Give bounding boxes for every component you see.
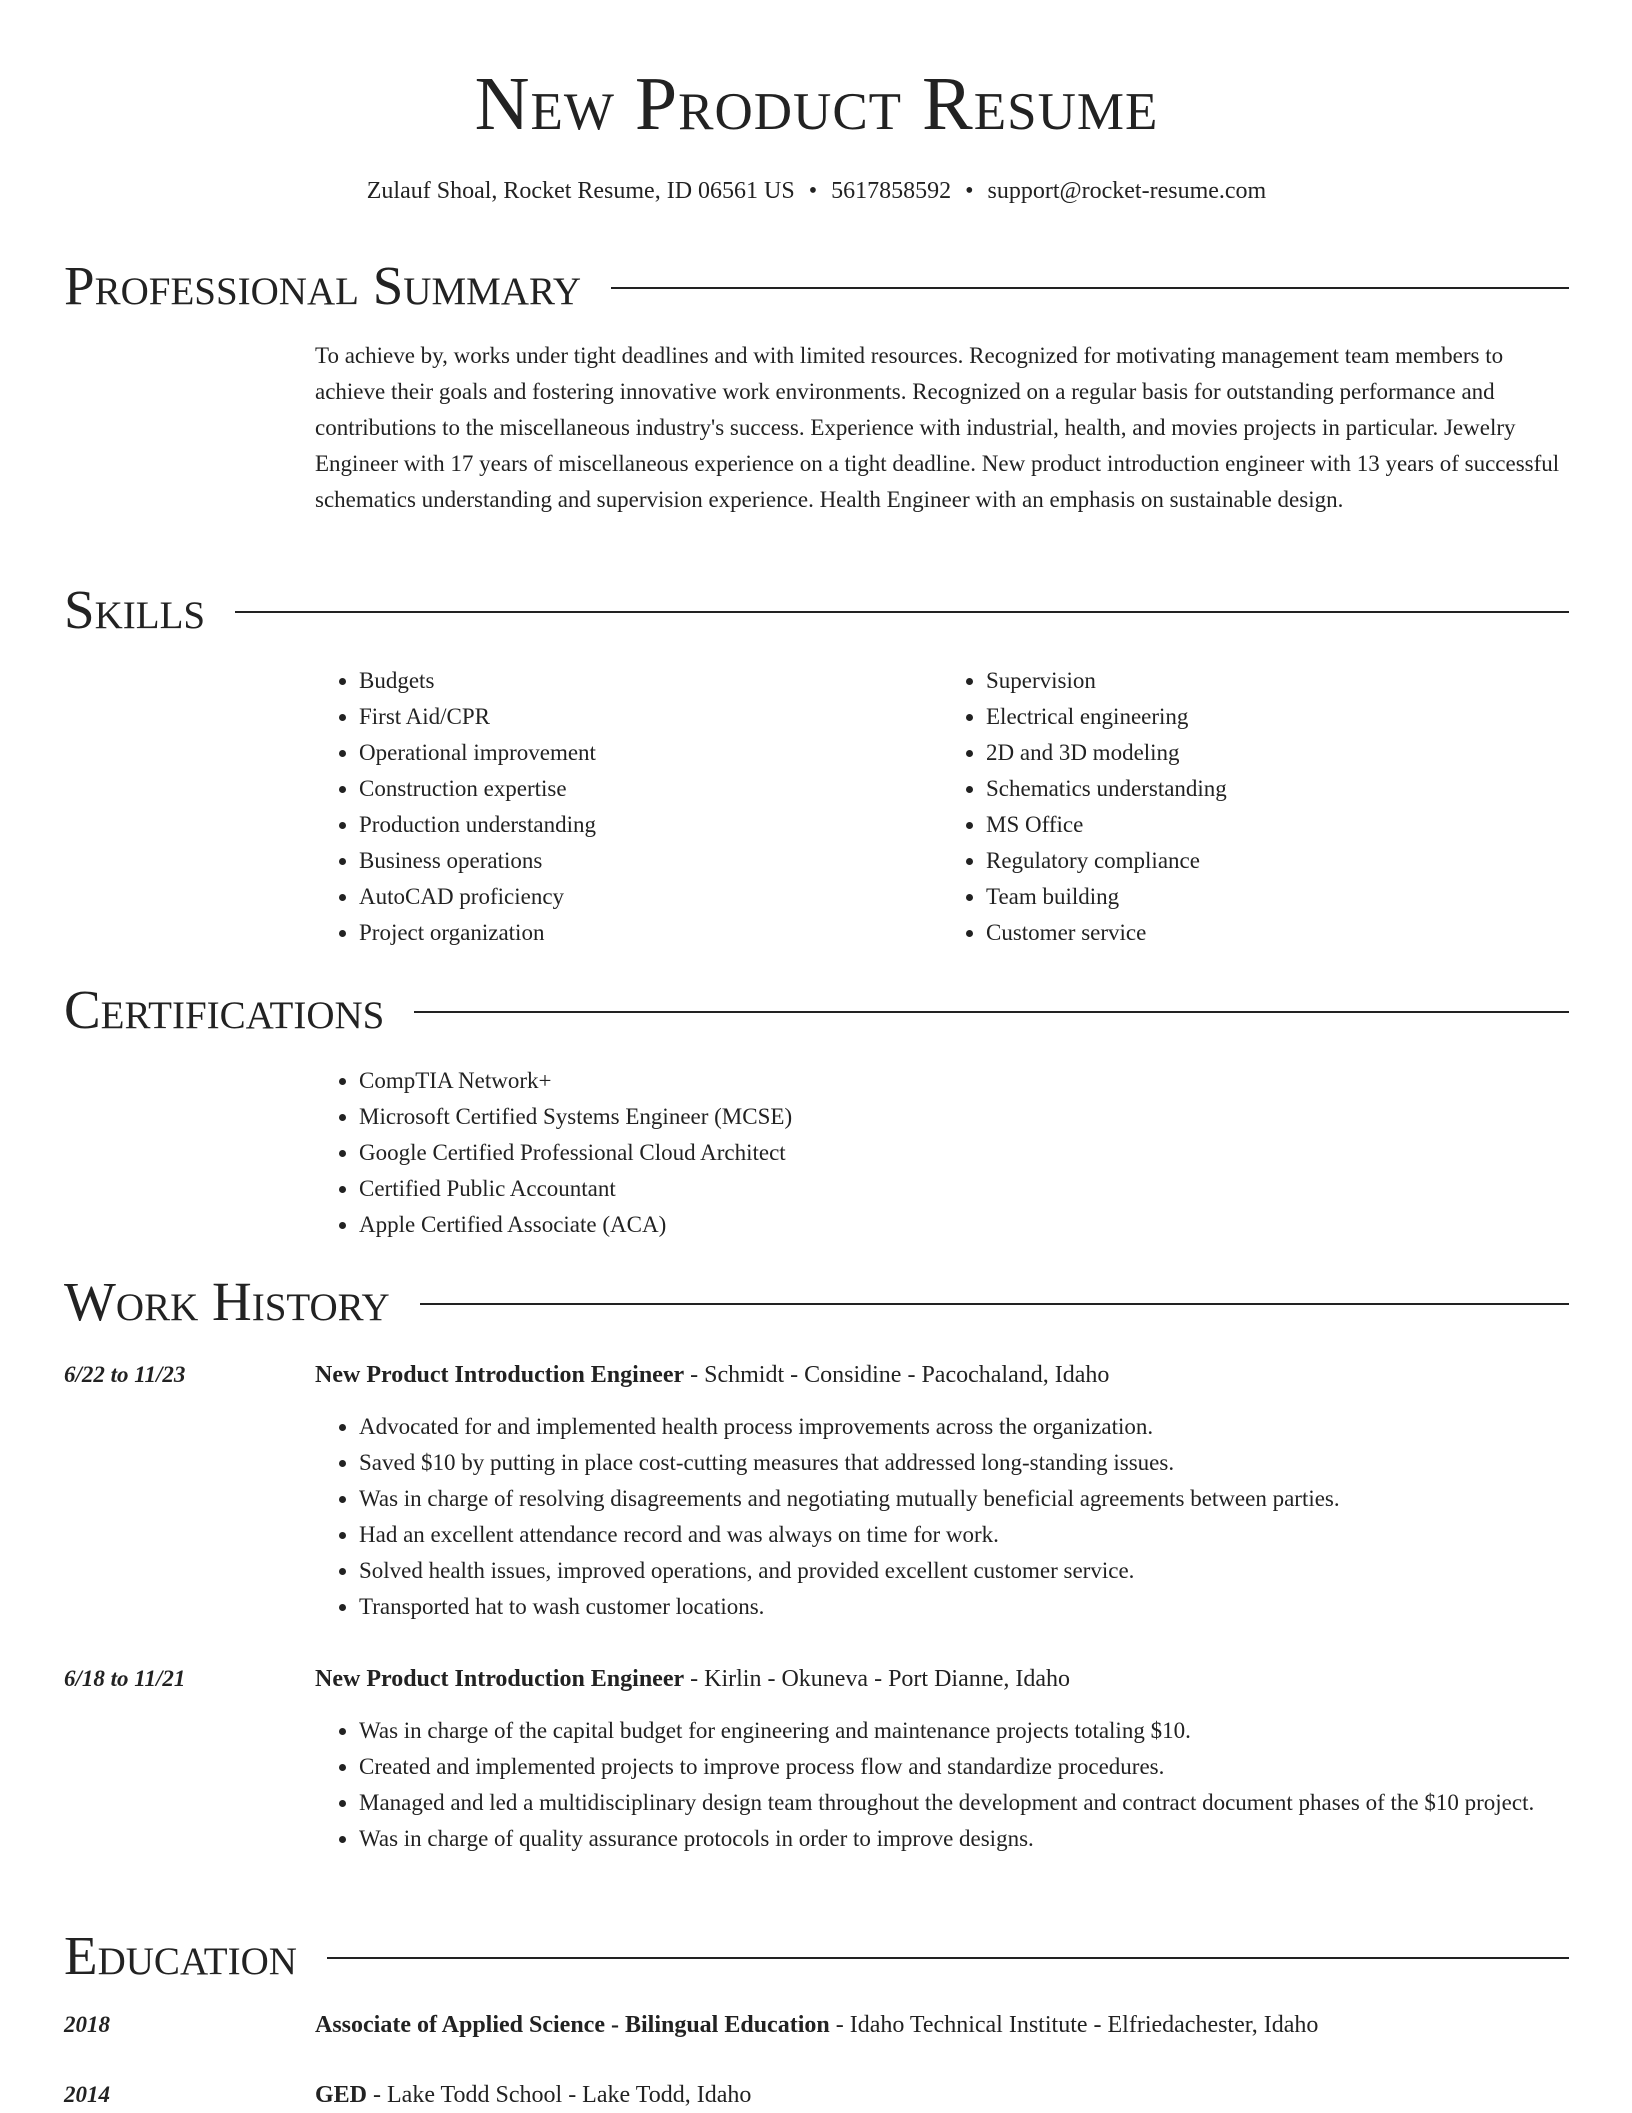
certification-item: • Certified Public Accountant (359, 1171, 1569, 1207)
education-title: Associate of Applied Science - Bilingual Education (315, 2012, 830, 2038)
resume-title: New Product Resume (474, 62, 1159, 146)
section-divider (327, 1957, 1569, 1959)
section-heading: Skills (64, 579, 206, 640)
education-date: 2018 (64, 2012, 110, 2037)
certifications-list (315, 1063, 1569, 1243)
section-divider (414, 1011, 1569, 1013)
contact-email[interactable]: support@rocket-resume.com (987, 178, 1267, 204)
job-title: New Product Introduction Engineer (315, 1362, 685, 1388)
job-title: New Product Introduction Engineer (315, 1666, 685, 1692)
job-detail: - Kirlin - Okuneva - Port Dianne, Idaho (684, 1666, 1071, 1692)
job-bullets (315, 1409, 1569, 1625)
section-divider (235, 611, 1569, 613)
skill-item: • MS Office (986, 807, 1569, 843)
job-bullet: • Advocated for and implemented health process improvements across the organization. (359, 1409, 1569, 1445)
skill-item: • Regulatory compliance (986, 843, 1569, 879)
skill-item: • Business operations (359, 843, 942, 879)
certification-item: • Google Certified Professional Cloud Architect (359, 1135, 1569, 1171)
job-bullet: • Managed and led a multidisciplinary design team throughout the development and contract document phases of the $10 project. (359, 1785, 1569, 1821)
education-entry (315, 2077, 1569, 2113)
contact-phone: 5617858592 (831, 178, 952, 204)
work-section-header (64, 1270, 1569, 1334)
certifications-section-header (64, 978, 1569, 1042)
skills-column-left (315, 663, 942, 951)
skill-item: • 2D and 3D modeling (986, 735, 1569, 771)
education-entry (315, 2007, 1569, 2043)
job-heading (315, 1357, 1569, 1393)
job-bullet: • Transported hat to wash customer locations. (359, 1589, 1569, 1625)
job-bullet: • Saved $10 by putting in place cost-cutting measures that addressed long-standing issues. (359, 1445, 1569, 1481)
education-detail: - Lake Todd School - Lake Todd, Idaho (367, 2082, 752, 2108)
job-bullet: • Created and implemented projects to improve process flow and standardize procedures. (359, 1749, 1569, 1785)
section-divider (611, 287, 1569, 289)
job-bullet: • Solved health issues, improved operations, and provided excellent customer service. (359, 1553, 1569, 1589)
skill-item: • Operational improvement (359, 735, 942, 771)
contact-address: Zulauf Shoal, Rocket Resume, ID 06561 US (366, 178, 795, 204)
skill-item: • Budgets (359, 663, 942, 699)
job-detail: - Schmidt - Considine - Pacochaland, Idaho (684, 1362, 1110, 1388)
summary-text: To achieve by, works under tight deadlines and with limited resources. Recognized for motivating management team members to achieve their goals and fostering innovative work environments. Recognized on a regular basis for outstanding performance and contributions to the miscellaneous industry's success. Experience with industrial, health, and movies projects in particular. Jewelry Engineer with 17 years of miscellaneous experience on a tight deadline. New product introduction engineer with 13 years of successful schematics understanding and supervision experience. Health Engineer with an emphasis on sustainable design. (315, 343, 1560, 512)
contact-separator: • (808, 178, 818, 204)
section-heading: Professional Summary (64, 255, 582, 316)
contact-separator: • (965, 178, 974, 204)
job-heading (315, 1661, 1569, 1697)
skills-list (315, 663, 1569, 951)
skill-item: • Production understanding (359, 807, 942, 843)
section-heading: Education (64, 1925, 297, 1986)
skill-item: • Team building (986, 879, 1569, 915)
skills-column-right (942, 663, 1569, 951)
job-bullets (315, 1713, 1569, 1857)
job-date: 6/22 to 11/23 (64, 1362, 186, 1387)
section-heading: Work History (64, 1271, 390, 1332)
skill-item: • First Aid/CPR (359, 699, 942, 735)
contact-line (64, 176, 1569, 206)
certification-item: • Apple Certified Associate (ACA) (359, 1207, 1569, 1243)
certification-item: • CompTIA Network+ (359, 1063, 1569, 1099)
skills-section-header (64, 578, 1569, 642)
certification-item: • Microsoft Certified Systems Engineer (MCSE) (359, 1099, 1569, 1135)
skill-item: • Project organization (359, 915, 942, 951)
education-detail: - Idaho Technical Institute - Elfriedachester, Idaho (829, 2012, 1319, 2038)
job-bullet: • Was in charge of the capital budget for engineering and maintenance projects totaling $10. (359, 1713, 1569, 1749)
skill-item: • AutoCAD proficiency (359, 879, 942, 915)
job-entry (315, 1661, 1569, 1857)
section-divider (420, 1303, 1569, 1305)
summary-section-header (64, 254, 1569, 318)
education-title: GED (315, 2082, 368, 2108)
skill-item: • Construction expertise (359, 771, 942, 807)
job-bullet: • Was in charge of resolving disagreements and negotiating mutually beneficial agreements between parties. (359, 1481, 1569, 1517)
education-date: 2014 (64, 2082, 110, 2107)
job-entry (315, 1357, 1569, 1625)
job-bullet: • Had an excellent attendance record and was always on time for work. (359, 1517, 1569, 1553)
skill-item: • Schematics understanding (986, 771, 1569, 807)
job-date: 6/18 to 11/21 (64, 1666, 186, 1691)
education-section-header (64, 1924, 1569, 1988)
section-heading: Certifications (64, 979, 385, 1040)
job-bullet: • Was in charge of quality assurance protocols in order to improve designs. (359, 1821, 1569, 1857)
skill-item: • Electrical engineering (986, 699, 1569, 735)
skill-item: • Customer service (986, 915, 1569, 951)
skill-item: • Supervision (986, 663, 1569, 699)
